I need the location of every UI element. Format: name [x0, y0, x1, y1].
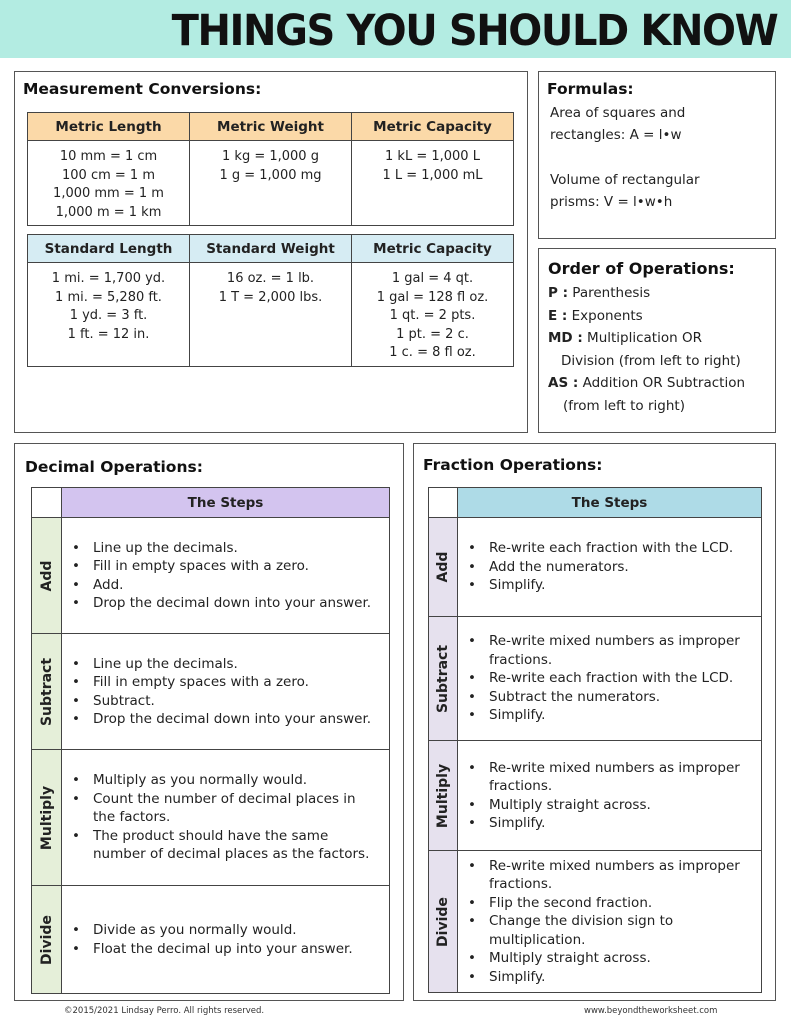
fraction-steps-header: The Steps: [458, 488, 762, 518]
metric-length-header: Metric Length: [28, 113, 190, 141]
measurement-box: [14, 71, 528, 433]
fraction-add-label: Add: [429, 518, 458, 617]
decimal-add-label: Add: [32, 518, 62, 634]
decimal-steps-header: The Steps: [62, 488, 390, 518]
standard-weight-header: Standard Weight: [190, 235, 352, 263]
fraction-steps-table: [428, 487, 762, 993]
metric-weight-cell: 1 kg = 1,000 g 1 g = 1,000 mg: [190, 141, 352, 226]
standard-weight-cell: 16 oz. = 1 lb. 1 T = 2,000 lbs.: [190, 263, 352, 367]
website-text: www.beyondtheworksheet.com: [584, 1006, 718, 1016]
measurement-heading: Measurement Conversions:: [23, 80, 262, 98]
metric-table: [27, 112, 514, 226]
decimal-divide-steps: • Divide as you normally would. • Float the decimal up into your answer.: [62, 886, 390, 994]
decimal-heading: Decimal Operations:: [25, 458, 203, 476]
area-formula: Area of squares and rectangles: A = l•w: [550, 105, 686, 143]
fraction-multiply-steps: • Re-write mixed numbers as improper fractions. • Multiply straight across. • Simplify.: [458, 741, 762, 851]
fraction-subtract-steps: • Re-write mixed numbers as improper fractions. • Re-write each fraction with the LCD. • Subtract the numerators. • Simplify.: [458, 617, 762, 741]
standard-length-header: Standard Length: [28, 235, 190, 263]
fraction-heading: Fraction Operations:: [423, 456, 603, 474]
metric-weight-header: Metric Weight: [190, 113, 352, 141]
decimal-multiply-label: Multiply: [32, 750, 62, 886]
decimal-add-steps: • Line up the decimals. • Fill in empty spaces with a zero. • Add. • Drop the decimal down into your answer.: [62, 518, 390, 634]
standard-length-cell: 1 mi. = 1,700 yd. 1 mi. = 5,280 ft. 1 yd. = 3 ft. 1 ft. = 12 in.: [28, 263, 190, 367]
metric-capacity-cell: 1 kL = 1,000 L 1 L = 1,000 mL: [352, 141, 514, 226]
fraction-divide-steps: • Re-write mixed numbers as improper fractions. • Flip the second fraction. • Change the division sign to multiplication. • Multiply straight across. • Simplify.: [458, 851, 762, 993]
metric-capacity-header: Metric Capacity: [352, 113, 514, 141]
fraction-subtract-label: Subtract: [429, 617, 458, 741]
standard-capacity-header: Metric Capacity: [352, 235, 514, 263]
order-ops-heading: Order of Operations:: [548, 259, 735, 278]
standard-capacity-cell: 1 gal = 4 qt. 1 gal = 128 fl oz. 1 qt. = 2 pts. 1 pt. = 2 c. 1 c. = 8 fl oz.: [352, 263, 514, 367]
fraction-add-steps: • Re-write each fraction with the LCD. • Add the numerators. • Simplify.: [458, 518, 762, 617]
order-ops-list: P : Parenthesis E : Exponents MD : Multiplication OR Division (from left to right) AS : Addition OR Subtraction (from left to right): [548, 285, 746, 414]
decimal-subtract-steps: • Line up the decimals. • Fill in empty spaces with a zero. • Subtract. • Drop the decimal down into your answer.: [62, 634, 390, 750]
copyright-text: ©2015/2021 Lindsay Perro. All rights reserved.: [64, 1006, 265, 1016]
fraction-operations-box: [413, 443, 776, 1001]
standard-table: [27, 234, 514, 367]
decimal-multiply-steps: • Multiply as you normally would. • Count the number of decimal places in the factors. • The product should have the same number of decimal places as the factors.: [62, 750, 390, 886]
metric-length-cell: 10 mm = 1 cm 100 cm = 1 m 1,000 mm = 1 m 1,000 m = 1 km: [28, 141, 190, 226]
decimal-operations-box: [14, 443, 404, 1001]
page-title: THINGS YOU SHOULD KNOW: [171, 6, 777, 56]
formulas-box: [538, 71, 776, 239]
decimal-divide-label: Divide: [32, 886, 62, 994]
formulas-heading: Formulas:: [547, 80, 634, 98]
fraction-multiply-label: Multiply: [429, 741, 458, 851]
decimal-steps-table: [31, 487, 390, 994]
order-of-operations-box: [538, 248, 776, 433]
volume-formula: Volume of rectangular prisms: V = l•w•h: [550, 172, 700, 210]
decimal-subtract-label: Subtract: [32, 634, 62, 750]
fraction-divide-label: Divide: [429, 851, 458, 993]
